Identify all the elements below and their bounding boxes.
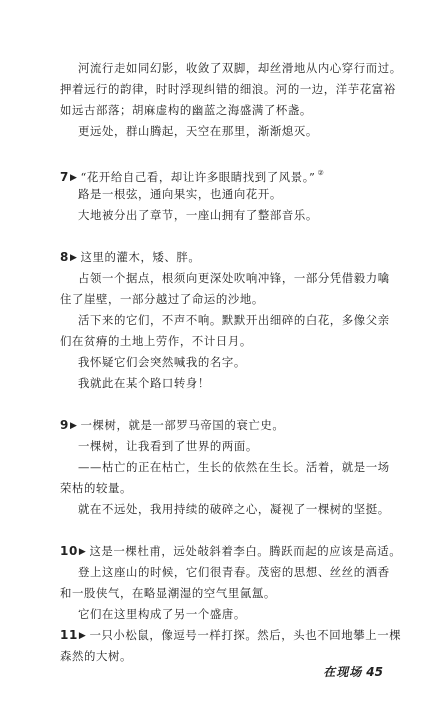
section-7-heading [0, 165, 427, 186]
text-line: 活下来的它们，不声不响。默默开出细碎的白花，多像父亲 [78, 313, 390, 327]
text-line: 它们在这里构成了另一个盛唐。 [78, 607, 246, 621]
page-number: 45 [366, 665, 383, 679]
text-line: ——枯亡的正在枯亡，生长的依然在生长。活着，就是一场 [78, 460, 390, 474]
section-number: 10 [60, 544, 78, 558]
text-line: 我就此在某个路口转身！ [78, 376, 210, 390]
text-line: 一只小松鼠，像逗号一样打探。然后，头也不回地攀上一棵 [89, 628, 402, 642]
text-line: 这里的灌木，矮、胖。 [80, 250, 201, 264]
text-line: 占领一个据点，根须向更深处吹响冲锋，一部分凭借毅力噙 [78, 271, 390, 285]
footnote-marker: ② [317, 169, 325, 177]
running-footer-title: 在现场 [323, 665, 363, 679]
section-8-heading [0, 249, 427, 266]
section-number: 8 [60, 250, 69, 264]
section-10-heading [0, 543, 427, 560]
text-line: 河流行走如同幻影，收敛了双脚，却丝滑地从内心穿行而过。 [78, 61, 402, 75]
right-triangle-icon: ▶ [78, 631, 87, 641]
right-triangle-icon: ▶ [69, 173, 78, 183]
page-footer [323, 663, 383, 680]
section-number: 11 [60, 628, 78, 642]
right-triangle-icon: ▶ [69, 253, 78, 263]
right-triangle-icon: ▶ [78, 547, 87, 557]
text-line: 住了崖壁，一部分越过了命运的沙地。 [60, 292, 264, 306]
text-line: 一棵树，让我看到了世界的两面。 [78, 439, 258, 453]
text-line: 就在不远处，我用持续的破碎之心，凝视了一棵树的坚挺。 [78, 502, 390, 516]
text-line: 们在贫瘠的土地上劳作，不计日月。 [60, 334, 252, 348]
text-line: 如远古部落；胡麻虚构的幽蓝之海盛满了杯盏。 [60, 103, 312, 117]
text-line: 荣枯的较量。 [60, 481, 132, 495]
text-line: 我怀疑它们会突然喊我的名字。 [78, 355, 246, 369]
text-line: 森然的大树。 [60, 649, 132, 663]
section-number: 9 [60, 418, 69, 432]
section-11-heading [0, 627, 427, 644]
right-triangle-icon: ▶ [69, 421, 78, 431]
text-line: 路是一根弦，通向果实，也通向花开。 [78, 187, 282, 201]
text-line: 和一股侠气，在略显潮湿的空气里氤氲。 [60, 586, 276, 600]
section-9-heading [0, 417, 427, 434]
text-line: “花开给自己看，却让许多眼睛找到了风景。” [80, 170, 316, 184]
text-line: 大地被分出了章节，一座山拥有了整部音乐。 [78, 208, 318, 222]
text-line: 押着远行的韵律，时时浮现纠错的细浪。河的一边，洋芋花富裕 [60, 82, 396, 96]
text-line: 这是一棵杜甫，远处敧斜着李白。腾跃而起的应该是高适。 [89, 544, 402, 558]
text-line: 一棵树，就是一部罗马帝国的衰亡史。 [80, 418, 285, 432]
text-line: 更远处，群山腾起，天空在那里，渐渐熄灭。 [78, 124, 318, 138]
section-number: 7 [60, 170, 69, 184]
text-line: 登上这座山的时候，它们很青春。茂密的思想、丝丝的酒香 [78, 565, 390, 579]
